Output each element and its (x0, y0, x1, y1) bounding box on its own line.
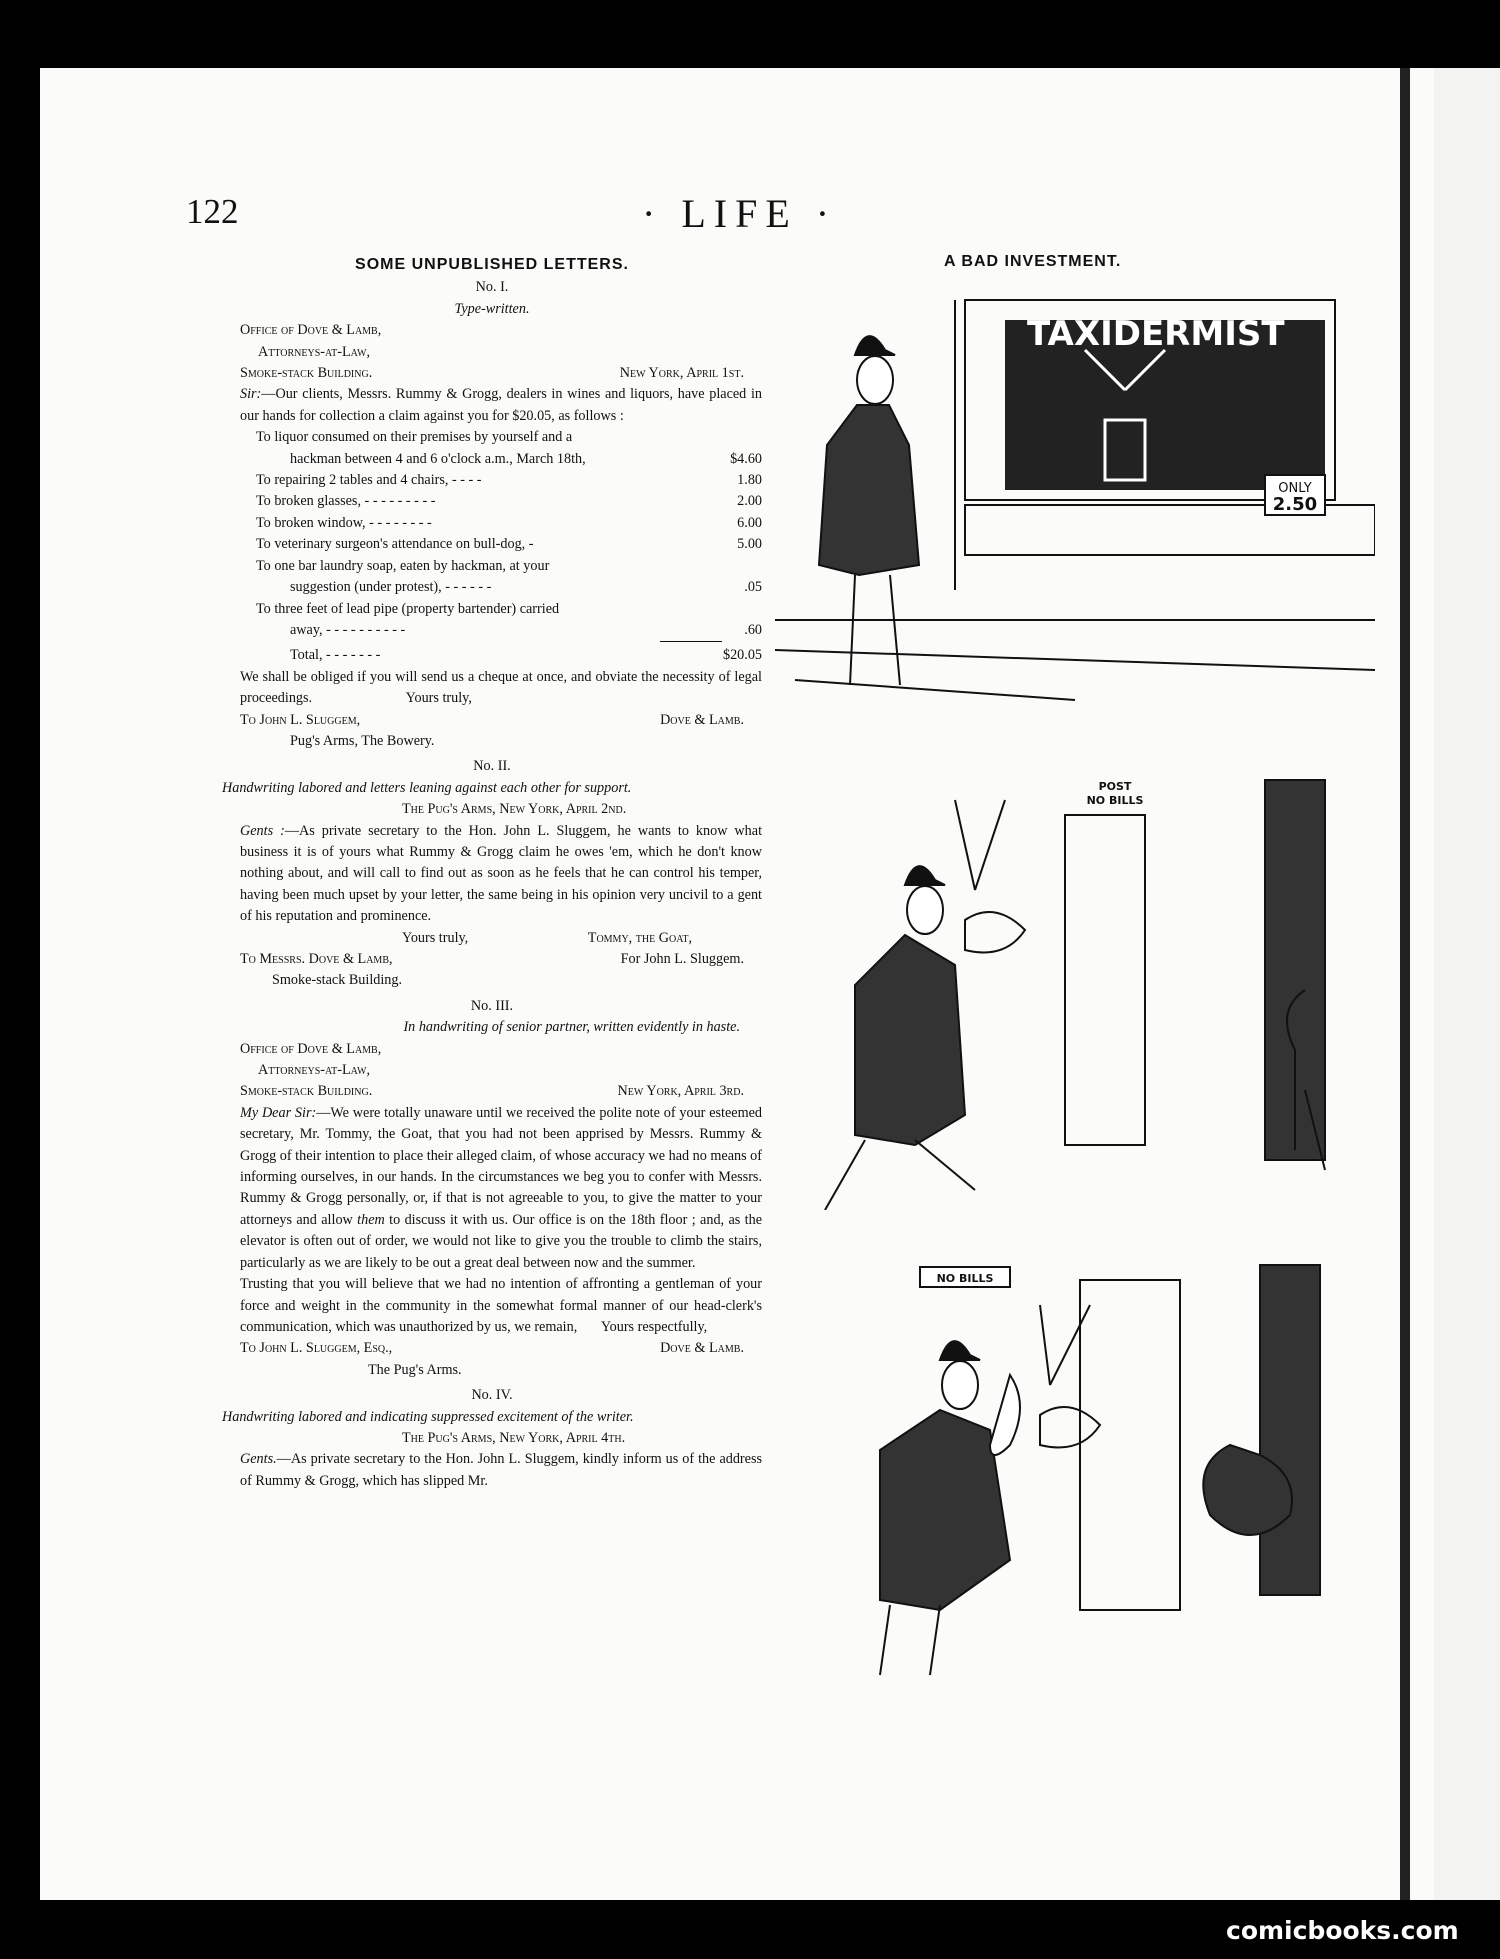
letter-2-to-row (222, 949, 762, 970)
letter-3-to-line1: To John L. Sluggem, Esq., (240, 1340, 393, 1357)
item-amount (692, 427, 762, 448)
letter-3-note: In handwriting of senior partner, written evidently in haste. (403, 1019, 740, 1036)
letter-3-body (222, 1103, 762, 1274)
itemized-row (222, 577, 762, 598)
cartoon-title: A BAD INVESTMENT. (944, 253, 1122, 270)
letter-1-from-line3: Smoke-stack Building. (240, 365, 373, 382)
letter-3-salute: My Dear Sir: (240, 1104, 317, 1121)
letter-2-yours-row (222, 928, 762, 949)
letter-3-number: No. III. (470, 997, 514, 1014)
letter-2-signature-1: Tommy, the Goat, (587, 929, 692, 946)
item-description: To three feet of lead pipe (property bartender) carried (256, 600, 560, 617)
itemized-row (222, 470, 762, 491)
item-description: To veterinary surgeon's attendance on bull-dog, - (256, 536, 534, 553)
item-description: away, - - - - - - - - - - (290, 621, 406, 638)
cartoon-panel-goat-charges (850, 1255, 1380, 1685)
price-tag-label-1: ONLY (1278, 481, 1312, 496)
letter-1-from-line2: Attorneys-at-Law, (258, 343, 371, 360)
letter-4-number: No. IV. (471, 1387, 513, 1404)
letter-1-closing-text: We shall be obliged if you will send us a cheque at once, and obviate the necessity of legal proceedings. (240, 668, 762, 707)
man-coat (819, 405, 919, 575)
letter-1-number: No. I. (475, 279, 509, 296)
letter-1-body-text: —Our clients, Messrs. Rummy & Grogg, dealers in wines and liquors, have placed in our hands for collection a claim against you for $20.05, as follows : (240, 386, 762, 424)
letter-1-to-line1: To John L. Sluggem, (240, 711, 361, 728)
itemized-row (222, 599, 762, 620)
man-head-2 (907, 886, 943, 934)
no-bills-sign: NO BILLS (1086, 794, 1144, 807)
letter-3-to-line2: The Pug's Arms. (368, 1361, 462, 1378)
brick-wall-3 (1080, 1280, 1180, 1610)
letter-2-to-line1: To Messrs. Dove & Lamb, (240, 951, 393, 967)
itemized-row (222, 427, 762, 448)
item-description: To broken window, - - - - - - - - (256, 514, 432, 531)
itemized-row (222, 513, 762, 534)
letter-3-address-row (222, 1081, 762, 1102)
letter-3-from-line2: Attorneys-at-Law, (258, 1062, 371, 1079)
itemized-row (222, 534, 762, 555)
letters-title: SOME UNPUBLISHED LETTERS. (355, 256, 629, 273)
letter-1-date: New York, April 1st. (619, 365, 744, 382)
letter-3-from-line3: Smoke-stack Building. (240, 1083, 373, 1100)
item-description: hackman between 4 and 6 o'clock a.m., March 18th, (290, 450, 586, 467)
letter-3-body2-text: Trusting that you will believe that we had no intention of affronting a gentleman of your force and weight in the community in the somewhat formal manner of our head-clerk's communication, which was unauthorized by us, we remain, (240, 1276, 762, 1335)
letter-2-to-line2: Smoke-stack Building. (272, 972, 403, 989)
letter-3-sign-row (222, 1338, 762, 1359)
letter-4-body (222, 1449, 762, 1492)
letter-4-salute: Gents. (240, 1451, 277, 1468)
mounted-stag-head (1040, 1305, 1100, 1448)
man-head-3 (942, 1361, 978, 1409)
total-label: Total, - - - - - - - (290, 647, 381, 664)
itemized-row (222, 491, 762, 512)
item-amount (692, 599, 762, 620)
itemized-row (222, 449, 762, 470)
itemized-row (222, 620, 762, 641)
stag-head-carried (955, 800, 1025, 953)
letter-2-note: Handwriting labored and letters leaning against each other for support. (222, 779, 632, 796)
letter-1-sign-row (222, 710, 762, 731)
cartoon-panel-taxidermist (775, 290, 1375, 710)
letter-2-from: The Pug's Arms, New York, April 2nd. (402, 801, 627, 818)
bowler-hat-3 (940, 1341, 980, 1360)
letter-1-to-line2: Pug's Arms, The Bowery. (290, 732, 435, 749)
letter-1-yours: Yours truly, (405, 690, 472, 707)
letter-3-signature: Dove & Lamb. (660, 1340, 744, 1357)
item-amount: $4.60 (730, 450, 762, 467)
man-legs-2 (825, 1140, 975, 1210)
item-amount: 6.00 (737, 514, 762, 531)
page-gutter (1400, 68, 1410, 1900)
price-tag-label-2: 2.50 (1272, 494, 1318, 515)
man-coat-2 (855, 935, 965, 1145)
item-description: To one bar laundry soap, eaten by hackman, at your (256, 557, 550, 574)
watermark: comicbooks.com (1226, 1916, 1459, 1945)
man-legs-3 (880, 1605, 940, 1675)
letter-1-closing (222, 667, 762, 710)
item-amount: 5.00 (737, 536, 762, 553)
item-description: To repairing 2 tables and 4 chairs, - - - - (256, 472, 482, 489)
item-description: suggestion (under protest), - - - - - - (290, 579, 492, 596)
letter-1-note: Type-written. (454, 300, 530, 317)
letter-3-yours: Yours respectfully, (600, 1318, 708, 1335)
post-sign: POST (1098, 780, 1132, 793)
letter-2-number: No. II. (473, 758, 511, 775)
bowler-hat (855, 336, 895, 355)
man-legs (850, 575, 900, 685)
item-description: To broken glasses, - - - - - - - - - (256, 493, 436, 510)
letter-1-total-row (222, 645, 762, 666)
letter-3-body-b: to discuss it with us. Our office is on the 18th floor ; and, as the elevator is often out of order, we would not like to give you the trouble to climb the stairs, particularly as we are likely to be out a great deal between now and the summer. (240, 1211, 763, 1271)
cartoon-panel-carrying-head (775, 770, 1375, 1210)
taxidermist-sign: TAXIDERMIST (1027, 314, 1285, 354)
item-amount: .05 (744, 579, 762, 596)
letter-3-body-a: —We were totally unaware until we received the polite note of your esteemed secretary, Mr. Tommy, the Goat, that you had not been apprised by Messrs. Rummy & Grogg of their intention to place their alleged claim, of whose accuracy we had no means of informing ourselves, in our hands. In the circumstances we beg you to confer with Messrs. Rummy & Grogg personally, or, if that is not agreeable to you, to give the matter to your attorneys and allow (240, 1104, 763, 1228)
no-bills-sign-3: NO BILLS (936, 1272, 994, 1285)
man-head (857, 356, 893, 404)
letter-3-from-line1: Office of Dove & Lamb, (240, 1040, 382, 1057)
letters-column (222, 254, 762, 1492)
doorway-3 (1260, 1265, 1320, 1595)
letter-2-body-text: —As private secretary to the Hon. John L. Sluggem, he wants to know what business it is of yours what Rummy & Grogg claim he owes 'em, which he don't know nothing about, and will call to find out as soon as he feels that he can control his temper, having been much upset by your letter, the same being in his opinion very uncivil to a gent of his reputation and prominence. (240, 822, 763, 925)
letter-2-yours: Yours truly, (402, 929, 469, 946)
letter-1-body (222, 384, 762, 427)
letter-2-body (222, 821, 762, 928)
letter-3-date: New York, April 3rd. (617, 1083, 744, 1100)
brick-pillar (1065, 815, 1145, 1145)
itemized-row (222, 556, 762, 577)
adjacent-page-edge (1434, 68, 1500, 1900)
item-amount: 1.80 (737, 472, 762, 489)
letter-1-address-row (222, 363, 762, 384)
letter-1-signature: Dove & Lamb. (660, 711, 744, 728)
item-amount: 2.00 (737, 493, 762, 510)
item-description: To liquor consumed on their premises by yourself and a (256, 429, 573, 446)
bowler-hat-2 (905, 866, 945, 885)
item-amount: .60 (744, 621, 762, 638)
page-number: 122 (186, 192, 239, 231)
item-amount (692, 556, 762, 577)
letter-4-from: The Pug's Arms, New York, April 4th. (402, 1429, 626, 1446)
letter-1-itemized-list (222, 427, 762, 641)
letter-3-body-2 (222, 1274, 762, 1338)
letter-2-signature-2: For John L. Sluggem. (620, 951, 744, 967)
masthead: · LIFE · (642, 191, 838, 236)
total-amount: $20.05 (722, 647, 762, 664)
letter-4-note: Handwriting labored and indicating suppressed excitement of the writer. (222, 1408, 634, 1425)
letter-1-salute: Sir: (240, 386, 262, 403)
letter-1-from-line1: Office of Dove & Lamb, (240, 322, 382, 339)
letter-3-emphasis: them (357, 1211, 385, 1228)
letter-4-body-text: —As private secretary to the Hon. John L. Sluggem, kindly inform us of the address of Rummy & Grogg, which has slipped Mr. (240, 1451, 762, 1489)
mounted-shield (990, 1375, 1020, 1455)
letter-2-salute: Gents : (240, 822, 285, 839)
